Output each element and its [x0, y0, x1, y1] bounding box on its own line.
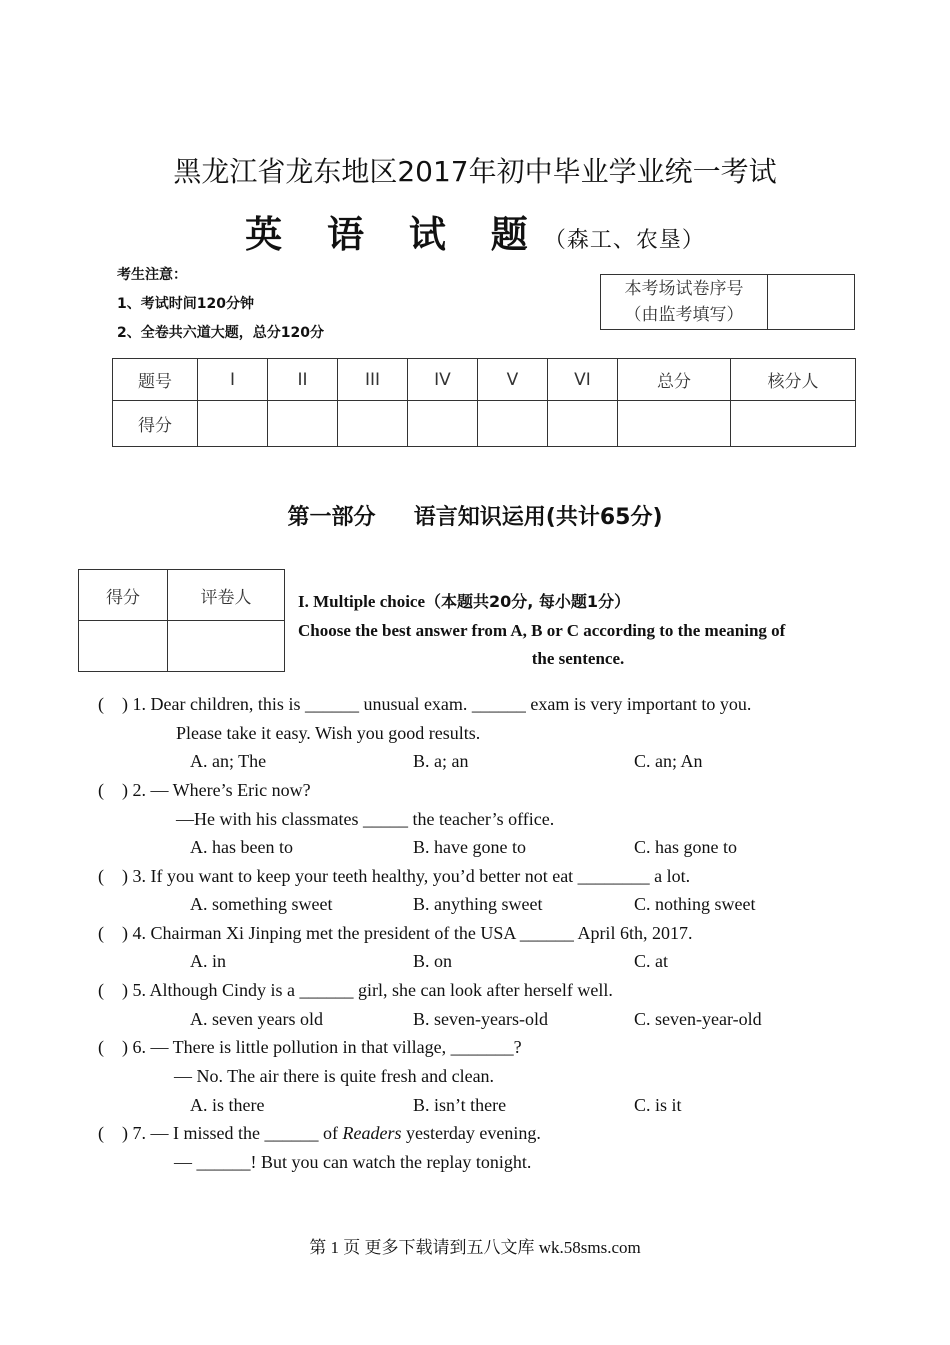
section-title-cn: （本题共20分, 每小题1分）	[425, 592, 631, 611]
grader-score-field[interactable]	[79, 621, 168, 672]
score-header-cell: 核分人	[731, 359, 856, 401]
question-stem: ( ) 6. — There is little pollution in that village, _______?	[98, 1037, 522, 1057]
option-a: A. is there	[190, 1095, 265, 1115]
question-stem-cont: —He with his classmates _____ the teacher’s office.	[176, 809, 555, 829]
score-cell[interactable]	[268, 401, 338, 447]
grader-box	[78, 569, 285, 672]
option-c: C. is it	[634, 1095, 682, 1115]
question-stem: ( ) 4. Chairman Xi Jinping met the president of the USA ______ April 6th, 2017.	[98, 923, 693, 943]
question-stem-cont: Please take it easy. Wish you good results.	[176, 723, 481, 743]
seat-number-label	[601, 275, 768, 330]
part-title: 第一部分 语言知识运用(共计65分)	[287, 505, 663, 530]
notes-heading: 考生注意：	[117, 267, 187, 283]
score-header-cell: IV	[408, 359, 478, 401]
score-header-cell: VI	[548, 359, 618, 401]
option-c: C. at	[634, 951, 668, 971]
score-cell[interactable]	[548, 401, 618, 447]
option-b: B. a; an	[413, 751, 469, 771]
section-heading	[298, 588, 858, 674]
question-stem: ( ) 2. — Where’s Eric now?	[98, 780, 311, 800]
score-cell[interactable]	[478, 401, 548, 447]
option-b: B. anything sweet	[413, 894, 543, 914]
question-stem: ( ) 3. If you want to keep your teeth healthy, you’d better not eat ________ a lot.	[98, 866, 691, 886]
seat-number-field[interactable]	[768, 275, 855, 330]
option-a: A. has been to	[190, 837, 293, 857]
option-a: A. an; The	[190, 751, 267, 771]
q7-text-post: yesterday evening.	[401, 1123, 541, 1143]
grader-name-field[interactable]	[168, 621, 285, 672]
subject-name: 英 语 试 题	[245, 213, 544, 256]
option-a: A. in	[190, 951, 226, 971]
note-item: 2、全卷共六道大题，总分120分	[117, 325, 324, 341]
option-b: B. seven-years-old	[413, 1009, 548, 1029]
seat-label-line2: （由监考填写）	[624, 305, 744, 325]
question-stem: ( ) 5. Although Cindy is a ______ girl, she can look after herself well.	[98, 980, 613, 1000]
score-cell[interactable]	[338, 401, 408, 447]
score-header-cell: 题号	[113, 359, 198, 401]
subject-title	[0, 204, 950, 258]
score-cell[interactable]	[731, 401, 856, 447]
grader-name-label: 评卷人	[168, 570, 285, 621]
section-title-en: I. Multiple choice	[298, 592, 426, 611]
section-instruction-2: the sentence.	[531, 649, 625, 668]
option-c: C. seven-year-old	[634, 1009, 762, 1029]
seat-number-box	[600, 274, 855, 330]
exam-notes	[117, 261, 324, 348]
note-item: 1、考试时间120分钟	[117, 296, 254, 312]
question-stem	[98, 1123, 541, 1144]
score-row-label: 得分	[113, 401, 198, 447]
option-c: C. nothing sweet	[634, 894, 756, 914]
score-header-cell: III	[338, 359, 408, 401]
subject-subtitle: （森工、农垦）	[543, 228, 705, 253]
option-a: A. something sweet	[190, 894, 333, 914]
option-c: C. has gone to	[634, 837, 737, 857]
section-instruction-1: Choose the best answer from A, B or C according to the meaning of	[298, 620, 786, 640]
score-cell[interactable]	[198, 401, 268, 447]
score-header-cell: II	[268, 359, 338, 401]
score-cell[interactable]	[618, 401, 731, 447]
score-header-cell: I	[198, 359, 268, 401]
q7-text-pre: ( ) 7. — I missed the ______ of	[98, 1123, 343, 1143]
score-header-cell: V	[478, 359, 548, 401]
option-a: A. seven years old	[190, 1009, 323, 1029]
question-stem: ( ) 1. Dear children, this is ______ unusual exam. ______ exam is very important to you.	[98, 694, 752, 714]
option-b: B. isn’t there	[413, 1095, 507, 1115]
option-b: B. on	[413, 951, 453, 971]
grader-score-label: 得分	[79, 570, 168, 621]
q7-program-name: Readers	[342, 1123, 402, 1143]
option-b: B. have gone to	[413, 837, 526, 857]
question-stem-cont: — ______! But you can watch the replay tonight.	[174, 1152, 532, 1172]
question-stem-cont: — No. The air there is quite fresh and clean.	[174, 1066, 495, 1086]
score-table	[112, 358, 856, 447]
score-cell[interactable]	[408, 401, 478, 447]
score-header-cell: 总分	[618, 359, 731, 401]
option-c: C. an; An	[634, 751, 703, 771]
seat-label-line1: 本考场试卷序号	[624, 279, 744, 299]
exam-title: 黑龙江省龙东地区2017年初中毕业学业统一考试	[173, 155, 777, 188]
page-footer: 第 1 页 更多下载请到五八文库 wk.58sms.com	[309, 1238, 641, 1257]
section-title	[298, 588, 858, 617]
